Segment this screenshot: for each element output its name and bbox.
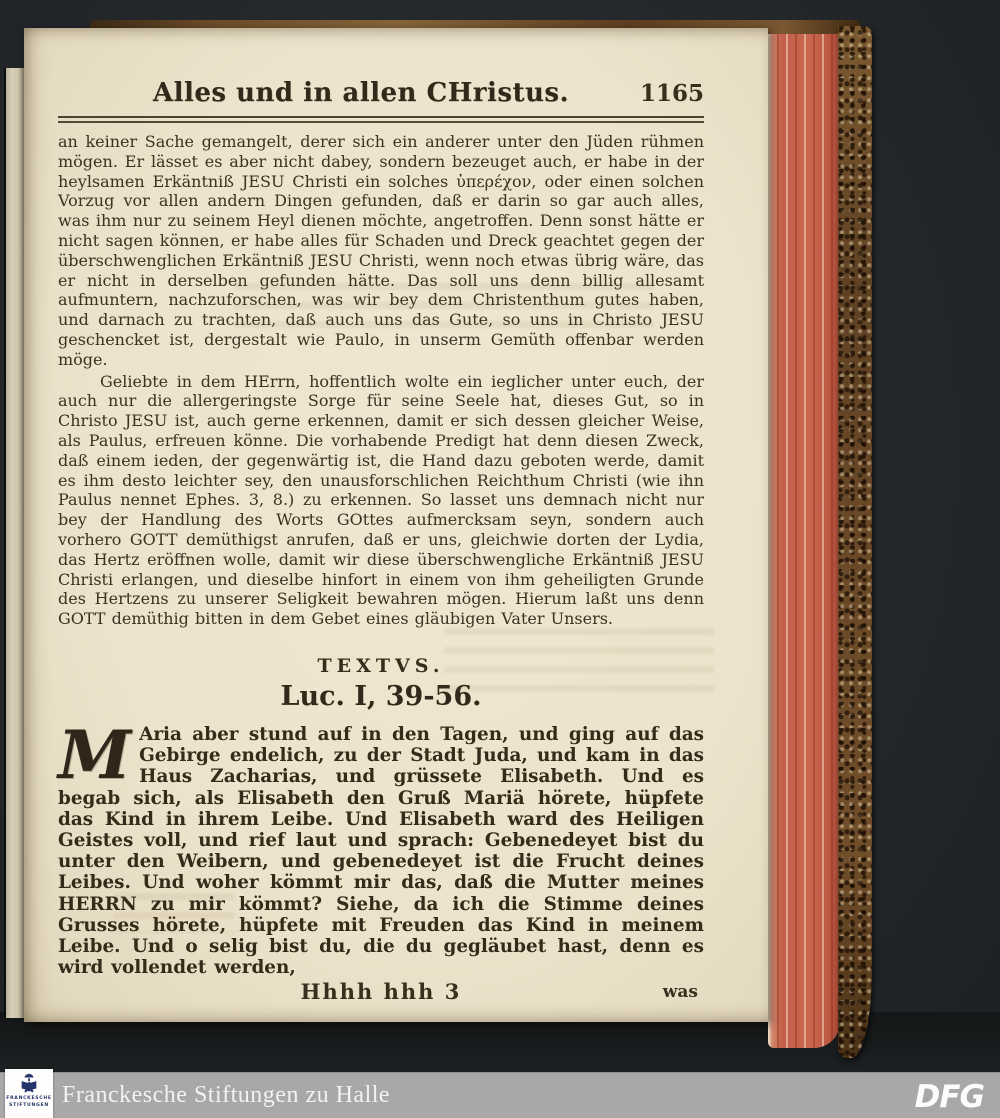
textus-heading: TEXTVS. — [317, 654, 445, 677]
page-header — [58, 78, 704, 112]
pericope-reference: Luc. I, 39-56. — [280, 680, 482, 712]
sermon-paragraph-2: Geliebte in dem HErrn, hoffentlich wolte ein ieglicher unter euch, der auch nur die allergeringste Sorge für seine Seele hat, dieses Gut, so in Christo JESU ist, auch gerne erkennen, damit er sich dessen gleicher Weise, als Paulus, erfreuen könne. Die vorhabende Predigt hat denn diesen Zweck, daß einem ieden, der gegenwärtig ist, die Hand dazu geboten werde, damit es ihm desto leichter sey, den unausforschlichen Reichthum Christi (wie ihn Paulus nennet Ephes. 3, 8.) zu erkennen. So lasset uns demnach nicht nur bey der Handlung des Worts GOttes aufmercksam seyn, sondern auch vorhero GOTT demüthigst anrufen, daß er uns, gleichwie dorten der Lydia, das Hertz eröffnen wolle, damit wir diese überschwengliche Erkäntniß JESU Christi erlangen, und dieselbe hinfort in einem von ihm geheiligten Grunde des Hertzens zu unserer Seligkeit bewahren mögen. Hierum laßt uns denn GOTT demüthig bitten in dem Gebet eines gläubigen Vater Unsers. — [58, 371, 704, 629]
logo-caption-line1: FRANCKESCHE — [6, 1096, 52, 1101]
page-number: 1165 — [639, 80, 704, 107]
signature-mark: Hhhh hhh 3 — [300, 979, 462, 1005]
textus-block — [58, 655, 704, 712]
header-rule — [58, 116, 704, 123]
institution-name: Franckesche Stiftungen zu Halle — [62, 1082, 391, 1108]
franckesche-stiftungen-logo[interactable] — [5, 1069, 53, 1118]
red-fore-edge — [768, 34, 840, 1048]
dfg-logo[interactable]: DFG — [914, 1079, 984, 1115]
logo-caption-line2: STIFTUNGEN — [9, 1102, 49, 1108]
book-page — [24, 28, 768, 1022]
eagle-sun-emblem-icon — [18, 1072, 40, 1094]
viewer-footer-bar — [0, 1072, 1000, 1118]
facing-page-edge — [4, 68, 24, 1018]
leather-cover-edge — [838, 26, 872, 1058]
bible-text-body: Aria aber stund auf in den Tagen, und ging auf das Gebirge endelich, zu der Stadt Juda, und kam in das Haus Zacharias, und grüssete Elisabeth. Und es begab sich, als Elisabeth den Gruß Mariä hörete, hüpfete das Kind in ihrem Leibe. Und Elisabeth ward des Heiligen Geistes voll, und rief laut und sprach: Gebenedeyet bist du unter den Weibern, und gebenedeyet ist die Frucht deines Leibes. Und woher kömmt mir das, daß die Mutter meines HERRN zu mir kömmt? Siehe, da ich die Stimme deines Grusses hörete, hüpfete mit Freuden das Kind in meinem Leibe. Und o selig bist du, die du gegläubet hast, denn es wird vollendet werden, — [58, 723, 704, 979]
running-title: Alles und in allen CHristus. — [152, 78, 570, 108]
sermon-paragraph-1: an keiner Sache gemangelt, derer sich ein anderer unter den Jüden rühmen mögen. Er lässet es aber nicht dabey, sondern bezeuget auch, er habe in der heylsamen Erkäntniß JESU Christi ein solches ὑπερέχον, oder einen solchen Vorzug vor allen andern Dingen gefunden, daß er darin so gar auch alles, was ihm nur zu seinem Heyl dienen möchte, angetroffen. Denn sonst hätte er nicht sagen können, er habe alles für Schaden und Dreck geachtet gegen der überschwenglichen Erkäntniß JESU Christi, wenn noch etwas übrig wäre, das er nicht in derselben gefunden hätte. Das soll uns denn billig allesamt aufmuntern, nachzuforschen, was wir bey dem Christenthum gutes haben, und darnach zu trachten, daß auch uns das Gute, so uns in Christo JESU geschencket ist, dergestalt wie Paulo, in unserm Gemüth offenbar werden möge. — [58, 132, 704, 369]
catchword: was — [662, 982, 698, 1003]
drop-cap-initial: M — [58, 715, 132, 794]
logo-caption — [6, 1096, 52, 1109]
bible-text — [58, 715, 704, 979]
signature-row — [58, 979, 704, 1005]
